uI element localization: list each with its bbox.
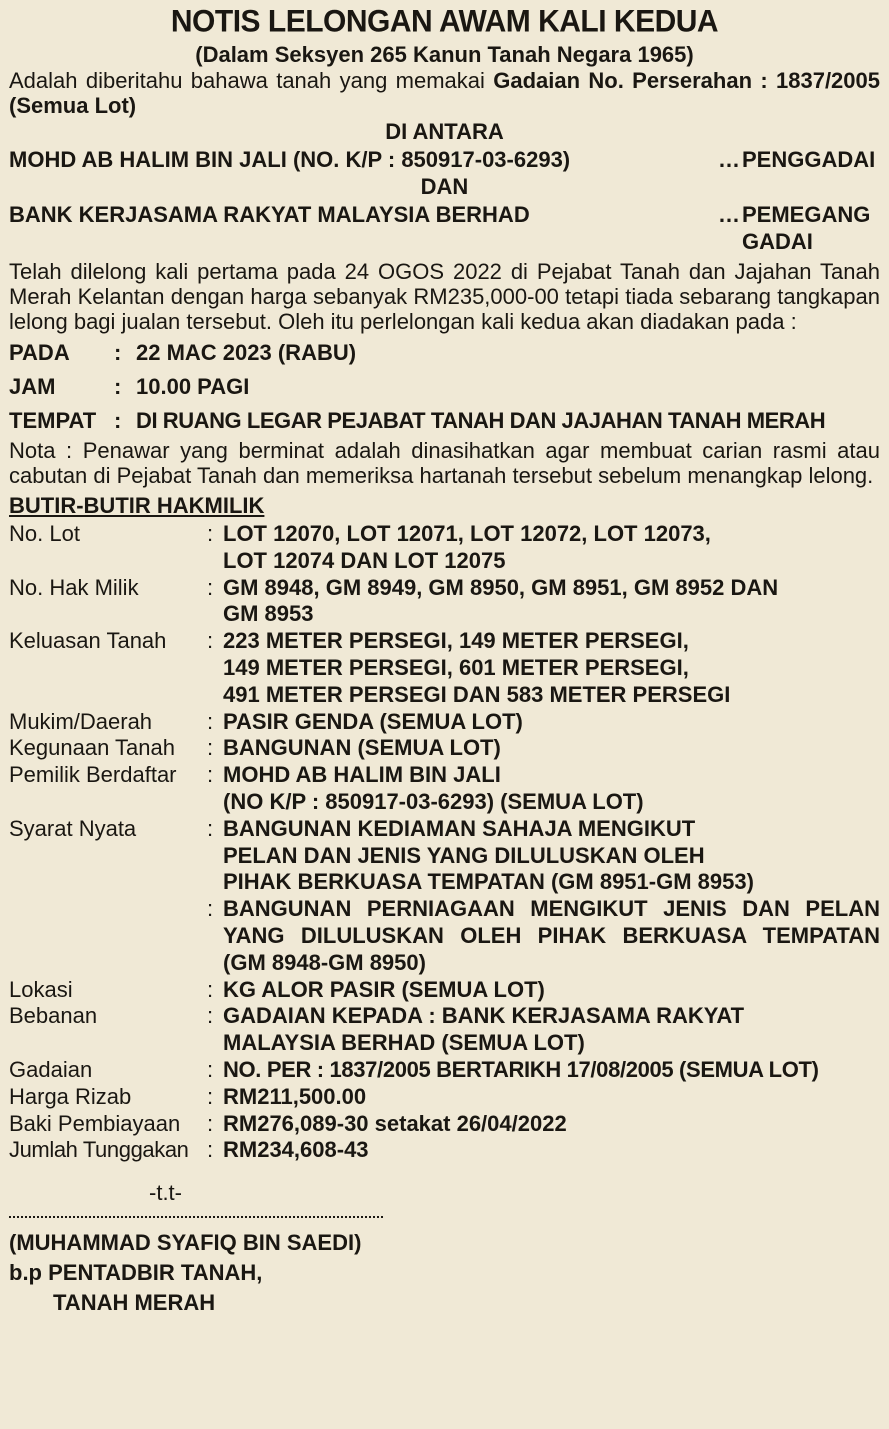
detail-row bbox=[9, 1003, 880, 1057]
and-label: DAN bbox=[420, 174, 469, 199]
detail-line: RM276,089-30 setakat 26/04/2022 bbox=[223, 1110, 567, 1136]
party-dots: … bbox=[718, 202, 740, 227]
detail-key: Pemilik Berdaftar bbox=[9, 762, 177, 788]
party-chargee bbox=[9, 201, 880, 255]
detail-key: Bebanan bbox=[9, 1003, 98, 1029]
detail-colon: : bbox=[207, 896, 214, 922]
detail-line: RM211,500.00 bbox=[223, 1083, 367, 1109]
detail-colon: : bbox=[207, 1083, 214, 1109]
detail-key: Syarat Nyata bbox=[9, 815, 137, 841]
detail-line: PASIR GENDA (SEMUA LOT) bbox=[223, 708, 523, 734]
detail-colon: : bbox=[207, 762, 214, 788]
detail-key: Baki Pembiayaan bbox=[9, 1110, 181, 1136]
detail-line: (GM 8948-GM 8950) bbox=[223, 949, 426, 975]
detail-colon: : bbox=[207, 815, 214, 841]
detail-row bbox=[9, 1111, 880, 1138]
detail-colon: : bbox=[207, 1137, 214, 1163]
notice-title: NOTIS LELONGAN AWAM KALI KEDUA bbox=[170, 4, 719, 39]
signatory-office: b.p PENTADBIR TANAH, bbox=[9, 1260, 263, 1286]
schedule-value: 10.00 PAGI bbox=[136, 374, 250, 399]
schedule-colon: : bbox=[114, 408, 122, 433]
detail-key: Harga Rizab bbox=[9, 1083, 132, 1109]
detail-row bbox=[9, 896, 880, 976]
schedule-colon: : bbox=[114, 340, 122, 365]
detail-row bbox=[9, 628, 880, 708]
detail-key: No. Lot bbox=[9, 521, 80, 546]
detail-line: GM 8948, GM 8949, GM 8950, GM 8951, GM 8952 DAN bbox=[223, 574, 779, 600]
schedule-value: 22 MAC 2023 (RABU) bbox=[136, 340, 357, 365]
detail-line: 491 METER PERSEGI DAN 583 METER PERSEGI bbox=[223, 681, 731, 707]
detail-line: MALAYSIA BERHAD (SEMUA LOT) bbox=[223, 1030, 585, 1056]
schedule-date bbox=[9, 336, 880, 370]
detail-colon: : bbox=[207, 735, 214, 761]
detail-key: No. Hak Milik bbox=[9, 574, 139, 600]
detail-row bbox=[9, 1084, 880, 1111]
signature-tt: -t.t- bbox=[149, 1180, 182, 1206]
signature-block bbox=[9, 1178, 880, 1318]
detail-colon: : bbox=[207, 1003, 214, 1029]
schedule-time bbox=[9, 370, 880, 404]
signatory-place: TANAH MERAH bbox=[53, 1290, 216, 1316]
details-list bbox=[9, 521, 880, 1164]
party-name: BANK KERJASAMA RAKYAT MALAYSIA BERHAD bbox=[9, 202, 530, 227]
party-role: PENGGADAI bbox=[742, 147, 876, 172]
detail-line: BANGUNAN KEDIAMAN SAHAJA MENGIKUT bbox=[223, 815, 696, 841]
detail-colon: : bbox=[207, 1110, 214, 1136]
schedule-value: DI RUANG LEGAR PEJABAT TANAH DAN JAJAHAN TANAH MERAH bbox=[136, 408, 826, 433]
schedule-label: TEMPAT bbox=[9, 408, 97, 433]
detail-colon: : bbox=[207, 1056, 214, 1082]
signatory-name: (MUHAMMAD SYAFIQ BIN SAEDI) bbox=[9, 1230, 362, 1256]
intro-paragraph bbox=[9, 68, 880, 118]
intro-text: Adalah diberitahu bahawa tanah yang memakai bbox=[9, 68, 494, 93]
schedule-label: JAM bbox=[9, 374, 56, 399]
first-auction-paragraph: Telah dilelong kali pertama pada 24 OGOS 2022 di Pejabat Tanah dan Jajahan Tanah Merah Kelantan dengan harga sebanyak RM235,000-00 tetapi tiada sebarang tangkapan lelong bagi jualan tersebut. Oleh itu perlelongan kali kedua akan diadakan pada : bbox=[9, 259, 880, 334]
detail-key: Gadaian bbox=[9, 1056, 93, 1082]
detail-row bbox=[9, 977, 880, 1004]
intro-charge-ref: Gadaian No. Perserahan : 1837/2005 (Semua Lot) bbox=[9, 68, 881, 118]
detail-line: (NO K/P : 850917-03-6293) (SEMUA LOT) bbox=[223, 788, 644, 814]
detail-row bbox=[9, 816, 880, 896]
detail-line: GADAIAN KEPADA : BANK KERJASAMA RAKYAT bbox=[223, 1003, 745, 1029]
party-name: MOHD AB HALIM BIN JALI (NO. K/P : 850917-03-6293) bbox=[9, 147, 571, 172]
signature-dotted-line bbox=[9, 1208, 383, 1218]
detail-key: Lokasi bbox=[9, 976, 73, 1002]
detail-key bbox=[9, 896, 207, 976]
party-dots: … bbox=[718, 147, 740, 172]
notice-subtitle: (Dalam Seksyen 265 Kanun Tanah Negara 1965) bbox=[195, 42, 694, 67]
detail-row bbox=[9, 575, 880, 629]
between-label: DI ANTARA bbox=[385, 119, 504, 144]
detail-line: PELAN DAN JENIS YANG DILULUSKAN OLEH bbox=[223, 842, 705, 868]
detail-row bbox=[9, 762, 880, 816]
detail-line: NO. PER : 1837/2005 BERTARIKH 17/08/2005 (SEMUA LOT) bbox=[223, 1056, 819, 1082]
detail-line: GM 8953 bbox=[223, 601, 314, 627]
details-heading: BUTIR-BUTIR HAKMILIK bbox=[9, 493, 265, 518]
detail-line: RM234,608-43 bbox=[223, 1137, 369, 1163]
detail-colon: : bbox=[207, 574, 214, 600]
detail-line: 223 METER PERSEGI, 149 METER PERSEGI, bbox=[223, 628, 689, 654]
detail-key: Keluasan Tanah bbox=[9, 628, 167, 654]
detail-key: Kegunaan Tanah bbox=[9, 735, 175, 761]
detail-colon: : bbox=[207, 521, 214, 546]
note-paragraph: Nota : Penawar yang berminat adalah dinasihatkan agar membuat carian rasmi atau cabutan di Pejabat Tanah dan memeriksa hartanah tersebut sebelum menangkap lelong. bbox=[9, 438, 880, 488]
detail-row bbox=[9, 521, 880, 575]
schedule-colon: : bbox=[114, 374, 122, 399]
detail-line: 149 METER PERSEGI, 601 METER PERSEGI, bbox=[223, 654, 689, 680]
schedule-label: PADA bbox=[9, 340, 70, 365]
detail-row bbox=[9, 1057, 880, 1084]
detail-line: BANGUNAN (SEMUA LOT) bbox=[223, 735, 501, 761]
detail-key: Mukim/Daerah bbox=[9, 708, 153, 734]
detail-colon: : bbox=[207, 976, 214, 1002]
detail-row bbox=[9, 1137, 880, 1164]
detail-line: MOHD AB HALIM BIN JALI bbox=[223, 762, 501, 788]
detail-line: BANGUNAN PERNIAGAAN MENGIKUT JENIS DAN PELAN bbox=[223, 896, 880, 922]
detail-row bbox=[9, 735, 880, 762]
detail-line: LOT 12074 DAN LOT 12075 bbox=[223, 547, 506, 573]
detail-line: KG ALOR PASIR (SEMUA LOT) bbox=[223, 976, 545, 1002]
detail-key: Jumlah Tunggakan bbox=[9, 1137, 189, 1163]
party-role: PEMEGANG GADAI bbox=[742, 202, 871, 254]
detail-colon: : bbox=[207, 628, 214, 654]
party-chargor bbox=[9, 146, 880, 173]
schedule-venue bbox=[9, 404, 880, 438]
detail-line: LOT 12070, LOT 12071, LOT 12072, LOT 12073, bbox=[223, 521, 711, 546]
detail-line: PIHAK BERKUASA TEMPATAN (GM 8951-GM 8953) bbox=[223, 869, 754, 895]
detail-line: YANG DILULUSKAN OLEH PIHAK BERKUASA TEMPATAN bbox=[223, 922, 880, 948]
detail-row bbox=[9, 709, 880, 736]
detail-colon: : bbox=[207, 708, 214, 734]
